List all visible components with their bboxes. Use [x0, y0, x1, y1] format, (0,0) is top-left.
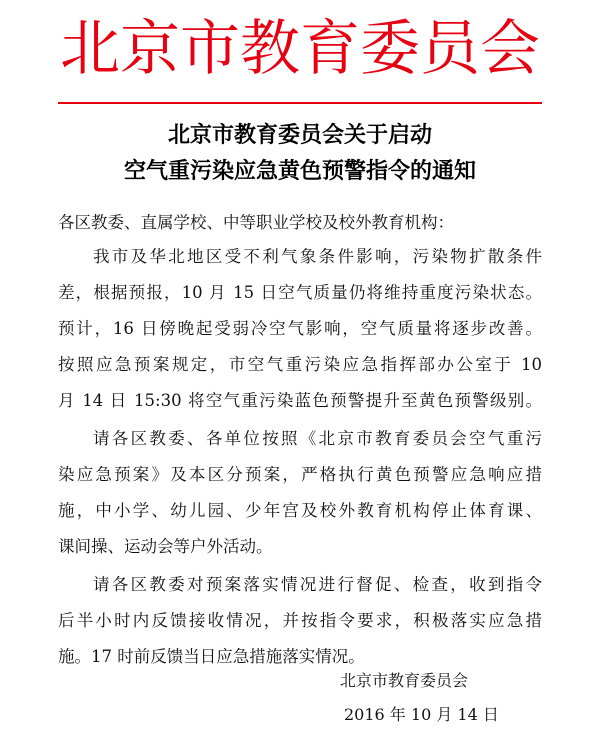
masthead-red-divider [58, 102, 542, 104]
signature-date: 2016 年 10 月 14 日 [344, 705, 499, 724]
signature-organization: 北京市教育委员会 [340, 671, 469, 690]
notice-title-line-2: 空气重污染应急黄色预警指令的通知 [123, 159, 476, 184]
notice-title-line-1: 北京市教育委员会关于启动 [167, 123, 432, 148]
masthead-title: 北京市教育委员会 [60, 14, 540, 84]
